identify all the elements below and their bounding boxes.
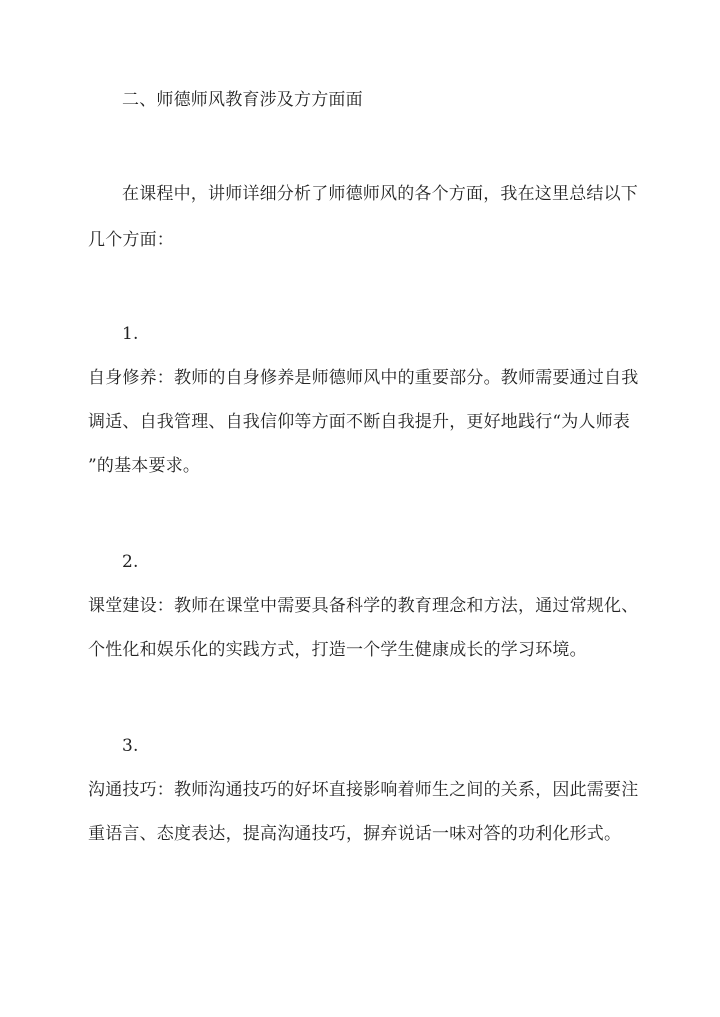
item-2-line-1: 课堂建设：教师在课堂中需要具备科学的教育理念和方法，通过常规化、 — [88, 596, 639, 616]
item-1-number: 1. — [122, 324, 139, 344]
intro-line-2: 几个方面： — [88, 230, 174, 250]
item-3-line-1: 沟通技巧：教师沟通技巧的好坏直接影响着师生之间的关系，因此需要注 — [88, 780, 639, 800]
intro-line-1: 在课程中，讲师详细分析了师德师风的各个方面，我在这里总结以下 — [122, 184, 638, 204]
item-2-line-2: 个性化和娱乐化的实践方式，打造一个学生健康成长的学习环境。 — [88, 640, 587, 660]
item-2-number: 2. — [122, 552, 139, 572]
section-heading: 二、师德师风教育涉及方方面面 — [122, 90, 363, 110]
item-1-line-3: ”的基本要求。 — [88, 456, 201, 476]
item-1-line-2: 调适、自我管理、自我信仰等方面不断自我提升，更好地践行“为人师表 — [88, 412, 631, 432]
item-1-line-1: 自身修养：教师的自身修养是师德师风中的重要部分。教师需要通过自我 — [88, 368, 639, 388]
item-3-line-2: 重语言、态度表达，提高沟通技巧，摒弃说话一味对答的功利化形式。 — [88, 824, 622, 844]
item-3-number: 3. — [122, 736, 139, 756]
